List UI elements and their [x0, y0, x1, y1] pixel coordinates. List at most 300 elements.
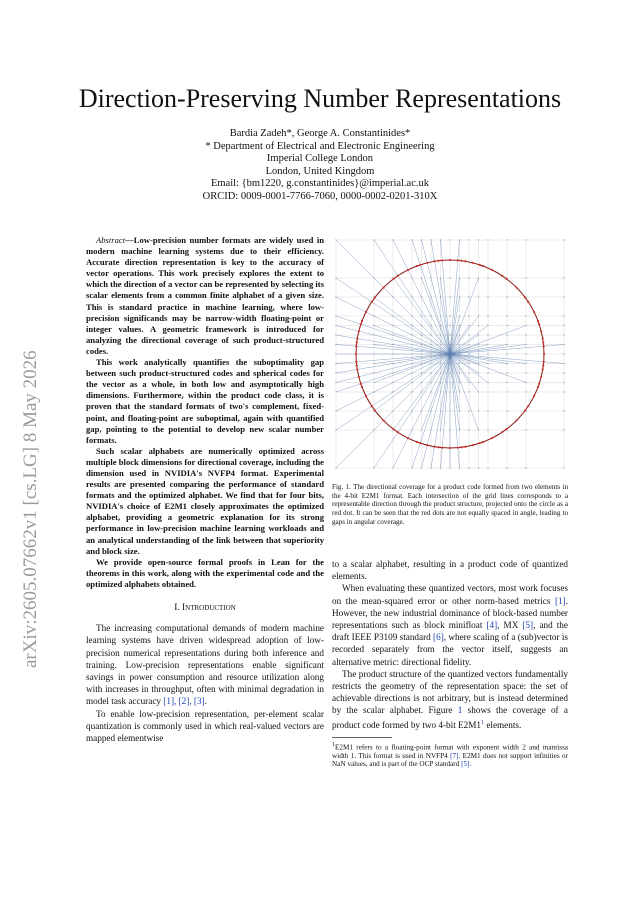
- grid-point: [373, 353, 374, 354]
- grid-point: [487, 372, 488, 373]
- grid-point: [563, 344, 564, 345]
- grid-point: [468, 277, 469, 278]
- affiliation-line: London, United Kingdom: [265, 165, 375, 177]
- grid-point: [411, 353, 412, 354]
- grid-point: [487, 334, 488, 335]
- direction-dot: [542, 365, 544, 367]
- direction-dot: [461, 446, 463, 448]
- direction-dot: [407, 269, 409, 271]
- grid-point: [411, 277, 412, 278]
- left-column: [86, 235, 324, 744]
- direction-dot: [356, 337, 358, 339]
- grid-point: [421, 296, 422, 297]
- grid-point: [487, 467, 488, 468]
- direction-dot: [491, 269, 493, 271]
- footnote-rule: [332, 737, 392, 738]
- grid-point: [421, 429, 422, 430]
- grid-point: [449, 372, 450, 373]
- direction-dot: [542, 368, 544, 370]
- direction-dot: [374, 409, 376, 411]
- grid-point: [468, 363, 469, 364]
- grid-point: [525, 467, 526, 468]
- grid-point: [449, 239, 450, 240]
- grid-point: [459, 363, 460, 364]
- grid-point: [459, 391, 460, 392]
- direction-dot: [540, 330, 542, 332]
- citation-link[interactable]: [4]: [486, 620, 498, 631]
- direction-dot: [441, 259, 443, 261]
- direction-dot: [540, 376, 542, 378]
- direction-dot: [437, 260, 439, 262]
- grid-point: [392, 344, 393, 345]
- grid-point: [411, 344, 412, 345]
- grid-point: [392, 334, 393, 335]
- grid-point: [449, 334, 450, 335]
- grid-point: [468, 315, 469, 316]
- grid-point: [449, 429, 450, 430]
- grid-point: [411, 315, 412, 316]
- grid-point: [506, 315, 507, 316]
- grid-point: [335, 344, 336, 345]
- grid-point: [440, 325, 441, 326]
- direction-dot: [416, 441, 418, 443]
- direction-dot: [365, 395, 367, 397]
- direction-dot: [457, 447, 459, 449]
- direction-dot: [524, 297, 526, 299]
- grid-point: [487, 239, 488, 240]
- grid-point: [563, 372, 564, 373]
- grid-point: [440, 429, 441, 430]
- grid-point: [440, 372, 441, 373]
- direction-dot: [479, 264, 481, 266]
- direction-dot: [527, 405, 529, 407]
- abstract-paragraph: This work analytically quantifies the suboptimality gap between such product-structured codes and spherical codes for the vector as a whole, in both low and asymptotically high dimensions. Furthermore, within the product code class, it is proven that the standard formats of two's complement, fixed-point, and floating-point are suboptimal, again with quantified gap, pointing to the potential to develop new scalar number formats.: [86, 357, 324, 445]
- direction-dot: [464, 260, 466, 262]
- grid-point: [373, 429, 374, 430]
- grid-point: [430, 429, 431, 430]
- grid-point: [487, 277, 488, 278]
- grid-point: [421, 372, 422, 373]
- grid-point: [459, 334, 460, 335]
- grid-point: [563, 296, 564, 297]
- grid-point: [335, 239, 336, 240]
- direction-dot: [355, 345, 357, 347]
- direction-dot: [416, 265, 418, 267]
- grid-point: [430, 372, 431, 373]
- grid-point: [563, 382, 564, 383]
- grid-point: [487, 382, 488, 383]
- grid-point: [468, 467, 469, 468]
- grid-point: [563, 334, 564, 335]
- direction-dot: [371, 301, 373, 303]
- grid-point: [506, 344, 507, 345]
- citation-link[interactable]: [1], [2], [3]: [163, 696, 205, 707]
- grid-point: [487, 296, 488, 297]
- arxiv-stamp-text: arXiv:2605.07662v1 [cs.LG] 8 May 2026: [20, 350, 41, 668]
- grid-point: [440, 391, 441, 392]
- grid-point: [449, 467, 450, 468]
- grid-point: [430, 334, 431, 335]
- grid-point: [487, 353, 488, 354]
- citation-link[interactable]: [6]: [433, 632, 444, 643]
- grid-point: [478, 296, 479, 297]
- citation-link[interactable]: [1]: [554, 595, 566, 606]
- grid-point: [440, 467, 441, 468]
- grid-point: [335, 372, 336, 373]
- abstract-paragraph: We provide open-source formal proofs in Lean for the theorems in this work, along with the experimental code and the optimized alphabets obtained.: [86, 556, 324, 589]
- grid-point: [563, 315, 564, 316]
- grid-point: [392, 239, 393, 240]
- direction-dot: [433, 446, 435, 448]
- grid-point: [487, 391, 488, 392]
- direction-dot: [537, 386, 539, 388]
- grid-point: [411, 410, 412, 411]
- grid-point: [440, 344, 441, 345]
- grid-point: [392, 296, 393, 297]
- grid-point: [373, 391, 374, 392]
- grid-point: [449, 296, 450, 297]
- grid-point: [421, 315, 422, 316]
- grid-point: [459, 325, 460, 326]
- direction-dot: [449, 259, 451, 261]
- direction-dot: [426, 444, 428, 446]
- direction-dot: [407, 437, 409, 439]
- grid-point: [440, 382, 441, 383]
- direction-dot: [533, 311, 535, 313]
- body-paragraph: When evaluating these quantized vectors, most work focuses on the mean-squared error or other norm-based metrics [1]. However, the new industrial dominance of block-based number representations such as block minifloat [4], MX [5], and the draft IEEE P3109 standard [6], where scaling of a (sub)vector is recorded separately from the vector itself, suggests an alternative metric: directional fidelity.: [332, 583, 569, 667]
- grid-point: [468, 353, 469, 354]
- grid-point: [487, 363, 488, 364]
- abstract: [86, 235, 324, 590]
- grid-point: [459, 344, 460, 345]
- direction-dot: [358, 376, 360, 378]
- grid-point: [373, 363, 374, 364]
- grid-point: [478, 363, 479, 364]
- grid-point: [449, 391, 450, 392]
- direction-dot: [355, 361, 357, 363]
- direction-dot: [524, 409, 526, 411]
- direction-dot: [426, 262, 428, 264]
- grid-point: [506, 296, 507, 297]
- direction-dot: [543, 361, 545, 363]
- grid-point: [335, 353, 336, 354]
- grid-point: [478, 239, 479, 240]
- grid-point: [373, 334, 374, 335]
- grid-point: [430, 296, 431, 297]
- grid-point: [430, 239, 431, 240]
- body-paragraph: The increasing computational demands of modern machine learning systems have driven widespread adoption of low-precision numerical representations during both inference and training. Low-precision representations enable significant savings in power consumption and resource utilization along with increases in throughput, often with minimal degradation in model task accuracy [1], [2], [3].: [86, 623, 324, 707]
- grid-point: [506, 391, 507, 392]
- direction-dot: [355, 353, 357, 355]
- grid-point: [468, 296, 469, 297]
- footnote-mark[interactable]: 1: [481, 719, 485, 726]
- direction-dot: [393, 278, 395, 280]
- grid-point: [506, 239, 507, 240]
- grid-point: [449, 277, 450, 278]
- grid-point: [563, 239, 564, 240]
- direction-dot: [382, 286, 384, 288]
- grid-point: [440, 353, 441, 354]
- grid-point: [411, 239, 412, 240]
- grid-point: [459, 277, 460, 278]
- citation-link[interactable]: [5]: [522, 620, 534, 631]
- direction-dot: [515, 419, 517, 421]
- direction-dot: [464, 446, 466, 448]
- grid-point: [449, 344, 450, 345]
- grid-point: [468, 325, 469, 326]
- grid-point: [487, 410, 488, 411]
- grid-point: [563, 277, 564, 278]
- affiliation-line: Imperial College London: [266, 153, 374, 165]
- grid-point: [392, 467, 393, 468]
- body-paragraph: The product structure of the quantized vectors fundamentally restricts the geometry of the representation space: the set of achievable directions is not arbitrary, but is instead determined by the scalar alphabet. Figure 1 shows the coverage of a product code formed by two 4-bit E2M1$^1$ elements.: [332, 668, 568, 730]
- direction-dot: [437, 446, 439, 448]
- grid-point: [411, 372, 412, 373]
- grid-point: [335, 391, 336, 392]
- grid-point: [392, 391, 393, 392]
- grid-point: [525, 382, 526, 383]
- grid-point: [506, 325, 507, 326]
- direction-dot: [457, 259, 459, 261]
- grid-point: [506, 467, 507, 468]
- grid-point: [430, 467, 431, 468]
- grid-point: [373, 467, 374, 468]
- coverage-figure: [332, 236, 568, 476]
- grid-point: [563, 429, 564, 430]
- grid-point: [563, 363, 564, 364]
- direction-dot: [441, 447, 443, 449]
- grid-point: [373, 372, 374, 373]
- grid-point: [525, 363, 526, 364]
- grid-point: [335, 325, 336, 326]
- grid-point: [335, 315, 336, 316]
- figure-link[interactable]: 1: [457, 705, 463, 716]
- grid-point: [506, 382, 507, 383]
- grid-point: [373, 382, 374, 383]
- grid-point: [411, 382, 412, 383]
- grid-point: [411, 363, 412, 364]
- figure-caption: Fig. 1. The directional coverage for a product code formed from two elements in the 4-bit E2M1 format. Each intersection of the grid lines corresponds to a representable direction through the product structure, projected onto the circle as a red dot. It can be seen that the red dots are not equally spaced in angle, leading to gaps in angular coverage.: [332, 483, 568, 526]
- grid-point: [468, 410, 469, 411]
- abstract-paragraph: Abstract—Low-precision number formats are widely used in modern machine learning systems due to their efficiency. Accurate direction representation is key to the accuracy of vector operations. This work precisely explores the extent to which the direction of a vector can be represented by selecting its scalar elements from a common finite alphabet of a given size. This is standard practice in machine learning, where low-precision significands may be narrow-width floating-point or integer values. A geometric framework is introduced for analyzing the directional coverage of such product-structured codes.: [86, 235, 324, 356]
- abstract-label: Abstract: [96, 235, 126, 245]
- grid-point: [478, 372, 479, 373]
- direction-dot: [356, 368, 358, 370]
- author-names: Bardia Zadeh*, George A. Constantinides*: [229, 128, 411, 139]
- email-line: Email: {bm1220, g.constantinides}@imperial.ac.uk: [210, 178, 430, 190]
- direction-dot: [515, 286, 517, 288]
- grid-point: [421, 353, 422, 354]
- direction-dot: [371, 405, 373, 407]
- grid-point: [440, 315, 441, 316]
- direction-dot: [360, 383, 362, 385]
- grid-point: [392, 363, 393, 364]
- grid-point: [563, 353, 564, 354]
- body-paragraph: To enable low-precision representation, per-element scalar quantization is commonly used in which real-valued vectors are mapped elementwise: [86, 708, 324, 744]
- direction-dot: [542, 337, 544, 339]
- grid-point: [468, 372, 469, 373]
- direction-dot: [433, 260, 435, 262]
- grid-point: [373, 315, 374, 316]
- direction-dot: [527, 301, 529, 303]
- direction-dot: [491, 437, 493, 439]
- direction-dot: [482, 441, 484, 443]
- grid-point: [525, 239, 526, 240]
- grid-point: [487, 315, 488, 316]
- grid-point: [468, 344, 469, 345]
- direction-dot: [361, 320, 363, 322]
- direction-dot: [533, 395, 535, 397]
- grid-point: [335, 334, 336, 335]
- grid-point: [478, 467, 479, 468]
- grid-point: [421, 334, 422, 335]
- grid-point: [563, 391, 564, 392]
- grid-point: [487, 325, 488, 326]
- grid-point: [525, 372, 526, 373]
- direction-dot: [505, 428, 507, 430]
- grid-point: [421, 344, 422, 345]
- footnote: $^1$E2M1 refers to a floating-point format with exponent width 2 and mantissa width 1. This format is used in NVFP4 [7]. E2M1 does not support infinities or NaN values, and is part of the OCP standard [5].: [332, 741, 568, 769]
- grid-point: [392, 325, 393, 326]
- direction-dot: [365, 311, 367, 313]
- grid-point: [421, 391, 422, 392]
- grid-point: [468, 239, 469, 240]
- grid-point: [525, 334, 526, 335]
- citation-link[interactable]: [7]: [450, 751, 459, 760]
- direction-dot: [356, 365, 358, 367]
- section-heading: I. Introduction: [174, 603, 236, 613]
- grid-point: [449, 382, 450, 383]
- grid-point: [459, 467, 460, 468]
- grid-point: [430, 344, 431, 345]
- intro-body: [86, 622, 324, 744]
- grid-point: [468, 382, 469, 383]
- grid-point: [411, 429, 412, 430]
- grid-point: [392, 410, 393, 411]
- direction-dot: [419, 442, 421, 444]
- grid-point: [440, 334, 441, 335]
- grid-point: [459, 429, 460, 430]
- grid-point: [430, 353, 431, 354]
- grid-point: [506, 334, 507, 335]
- grid-point: [449, 315, 450, 316]
- grid-point: [478, 334, 479, 335]
- grid-point: [421, 382, 422, 383]
- grid-point: [525, 391, 526, 392]
- grid-point: [430, 363, 431, 364]
- arxiv-stamp: [2, 232, 54, 672]
- grid-point: [430, 382, 431, 383]
- direction-dot: [505, 278, 507, 280]
- grid-point: [335, 363, 336, 364]
- direction-dot: [361, 386, 363, 388]
- grid-point: [430, 410, 431, 411]
- grid-point: [440, 277, 441, 278]
- grid-point: [373, 344, 374, 345]
- grid-point: [373, 325, 374, 326]
- direction-dot: [374, 297, 376, 299]
- grid-point: [421, 363, 422, 364]
- grid-point: [421, 239, 422, 240]
- grid-point: [459, 372, 460, 373]
- grid-point: [430, 391, 431, 392]
- grid-point: [487, 429, 488, 430]
- grid-point: [459, 296, 460, 297]
- grid-point: [411, 391, 412, 392]
- grid-point: [506, 372, 507, 373]
- direction-dot: [482, 265, 484, 267]
- grid-point: [335, 467, 336, 468]
- grid-point: [478, 353, 479, 354]
- direction-dot: [382, 419, 384, 421]
- grid-point: [449, 410, 450, 411]
- grid-point: [411, 334, 412, 335]
- direction-dot: [501, 431, 503, 433]
- grid-point: [440, 410, 441, 411]
- grid-point: [478, 391, 479, 392]
- grid-point: [421, 410, 422, 411]
- abstract-paragraph: Such scalar alphabets are numerically optimized across multiple block dimensions for directional coverage, including the dimension used in NVIDIA's NVFP4 format. Experimental results are presented comparing the performance of standard formats and the optimized alphabet. We find that for four bits, NVIDIA's choice of E2M1 closely approximates the optimized alphabet, providing a geometric explanation for its strong performance in low-precision machine learning workloads and an analytical understanding of the link between that superiority and block size.: [86, 445, 324, 556]
- grid-point: [525, 315, 526, 316]
- grid-point: [459, 315, 460, 316]
- direction-dot: [360, 323, 362, 325]
- grid-point: [335, 429, 336, 430]
- direction-dot: [479, 442, 481, 444]
- grid-point: [430, 277, 431, 278]
- grid-point: [440, 363, 441, 364]
- grid-point: [440, 296, 441, 297]
- grid-point: [478, 382, 479, 383]
- grid-point: [563, 410, 564, 411]
- direction-dot: [543, 353, 545, 355]
- grid-point: [335, 296, 336, 297]
- orcid-line: ORCID: 0009-0001-7766-7060, 0000-0002-0201-310X: [202, 190, 438, 202]
- direction-dot: [472, 262, 474, 264]
- direction-dot: [356, 341, 358, 343]
- grid-point: [430, 315, 431, 316]
- direction-dot: [449, 447, 451, 449]
- grid-point: [525, 325, 526, 326]
- direction-dot: [358, 330, 360, 332]
- grid-point: [468, 334, 469, 335]
- right-column: [332, 558, 568, 769]
- grid-point: [506, 363, 507, 364]
- grid-point: [392, 353, 393, 354]
- grid-point: [411, 296, 412, 297]
- grid-point: [449, 363, 450, 364]
- grid-point: [430, 325, 431, 326]
- grid-point: [478, 277, 479, 278]
- body-paragraph: to a scalar alphabet, resulting in a product code of quantized elements.: [332, 559, 568, 582]
- direction-dot: [543, 345, 545, 347]
- grid-point: [506, 353, 507, 354]
- grid-point: [440, 239, 441, 240]
- citation-link[interactable]: [5]: [461, 760, 470, 769]
- grid-point: [373, 277, 374, 278]
- paper-title: Direction-Preserving Number Representations: [78, 84, 562, 113]
- grid-point: [563, 325, 564, 326]
- grid-point: [478, 325, 479, 326]
- grid-point: [525, 277, 526, 278]
- grid-point: [525, 344, 526, 345]
- direction-dot: [542, 341, 544, 343]
- direction-dot: [537, 320, 539, 322]
- grid-point: [335, 382, 336, 383]
- grid-point: [411, 467, 412, 468]
- grid-point: [525, 429, 526, 430]
- grid-point: [459, 382, 460, 383]
- grid-point: [478, 344, 479, 345]
